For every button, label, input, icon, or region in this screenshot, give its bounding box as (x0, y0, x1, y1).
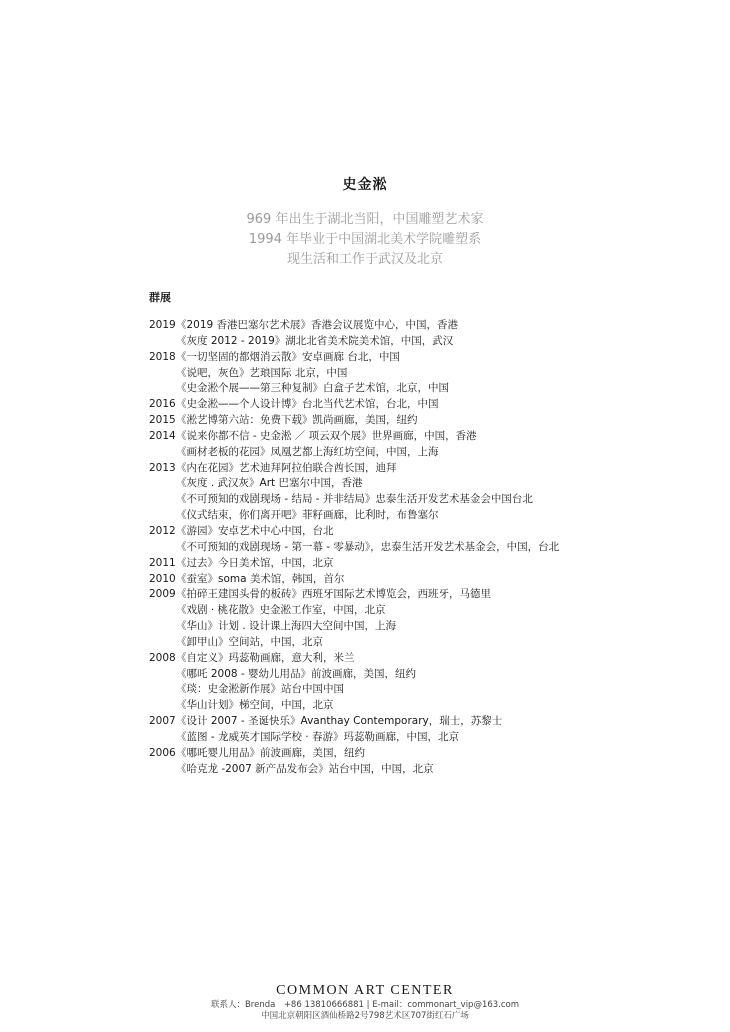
footer-contact-block (0, 1000, 730, 1022)
exhibition-year (149, 698, 176, 714)
exhibition-title: 《卸甲山》空间站，中国，北京 (176, 635, 323, 648)
exhibition-year (149, 508, 176, 524)
exhibition-title: 《游园》安卓艺术中心中国，台北 (176, 524, 334, 537)
exhibition-title: 《画材老板的花园》凤凰艺都上海红坊空间，中国，上海 (176, 445, 439, 458)
exhibition-title: 《过去》今日美术馆，中国，北京 (176, 556, 334, 569)
exhibition-row (149, 524, 709, 540)
exhibition-title: 《说吧，灰色》艺琅国际 北京，中国 (176, 366, 348, 379)
exhibition-year (149, 635, 176, 651)
exhibition-year: 2019 (149, 319, 176, 331)
exhibition-row (149, 318, 709, 334)
exhibition-title: 《灰度 2012 - 2019》湖北北省美术院美术馆，中国，武汉 (176, 334, 454, 347)
exhibition-list (149, 318, 709, 777)
exhibition-row (149, 762, 709, 778)
artist-bio (0, 210, 730, 270)
exhibition-row (149, 413, 709, 429)
exhibition-year (149, 730, 176, 746)
exhibition-title: 《仪式结束，你们离开吧》菲籽画廊，比利时，布鲁塞尔 (176, 509, 439, 522)
exhibition-title: 《设计 2007 - 圣诞快乐》Avanthay Contemporary，瑞士，苏黎士 (176, 715, 503, 728)
exhibition-row (149, 619, 709, 635)
exhibition-year: 2016 (149, 398, 176, 411)
exhibition-year: 2007 (149, 715, 176, 728)
exhibition-title: 《蓝图 - 龙威英才国际学校 · 春游》玛蕊勒画廊，中国，北京 (176, 730, 459, 743)
section-title: 群展 (149, 291, 171, 304)
exhibition-title: 《内在花园》艺术迪拜阿拉伯联合酋长国，迪拜 (176, 461, 397, 474)
exhibition-title: 《华山》计划 . 设计课上海四大空间中国，上海 (176, 620, 397, 633)
bio-line-education: 1994 年毕业于中国湖北美术学院雕塑系 (248, 232, 482, 247)
exhibition-row (149, 445, 709, 461)
exhibition-row (149, 476, 709, 492)
exhibition-year (149, 619, 176, 635)
exhibition-title: 《史金淞个展——第三种复制》白盒子艺术馆，北京，中国 (176, 382, 449, 395)
exhibition-year (149, 540, 176, 556)
exhibition-row (149, 651, 709, 667)
exhibition-title: 《拍碎王建国头骨的板砖》西班牙国际艺术博览会，西班牙，马德里 (176, 588, 491, 601)
exhibition-title: 《哈克龙 -2007 新产品发布会》站台中国，中国，北京 (176, 762, 434, 775)
exhibition-year: 2014 (149, 429, 176, 442)
exhibition-row (149, 730, 709, 746)
exhibition-row (149, 461, 709, 477)
exhibition-title: 《说来你都不信 - 史金淞 ／ 项云双个展》世界画廊，中国，香港 (176, 429, 477, 442)
exhibition-year: 2018 (149, 350, 176, 363)
footer-address: 中国北京朝阳区酒仙桥路2号798艺术区707街红石广场 (261, 1011, 469, 1021)
exhibition-row (149, 350, 709, 366)
exhibition-year: 2015 (149, 414, 176, 427)
exhibition-year: 2009 (149, 588, 176, 601)
exhibition-title: 《自定义》玛蕊勒画廊，意大利，米兰 (176, 651, 355, 664)
exhibition-title: 《灰度 . 武汉灰》Art 巴塞尔中国，香港 (176, 477, 363, 490)
exhibition-row (149, 746, 709, 762)
exhibition-year (149, 445, 176, 461)
exhibition-row (149, 508, 709, 524)
exhibition-title: 《哪吒 2008 - 婴幼儿用品》前波画廊，美国，纽约 (176, 667, 417, 680)
exhibition-title: 《2019 香港巴塞尔艺术展》香港会议展览中心，中国，香港 (176, 319, 459, 331)
exhibition-row (149, 366, 709, 382)
exhibition-year (149, 334, 176, 350)
exhibition-row (149, 603, 709, 619)
exhibition-row (149, 635, 709, 651)
exhibition-row (149, 381, 709, 397)
exhibition-row (149, 334, 709, 350)
artist-name: 史金淞 (342, 177, 388, 193)
exhibition-year: 2011 (149, 556, 176, 569)
exhibition-row (149, 397, 709, 413)
exhibition-year (149, 476, 176, 492)
exhibition-title: 《戏剧 · 桃花散》史金淞工作室，中国，北京 (176, 604, 386, 617)
exhibition-title: 《哪吒婴儿用品》前波画廊，美国，纽约 (176, 746, 365, 759)
exhibition-year (149, 667, 176, 683)
exhibition-year: 2010 (149, 572, 176, 585)
exhibition-year (149, 381, 176, 397)
exhibition-row (149, 540, 709, 556)
footer-contact-line: 联系人：Brenda +86 13810666881 | E-mail：commonart_vip@163.com (210, 1000, 520, 1010)
exhibition-title: 《华山计划》梯空间，中国，北京 (176, 699, 334, 712)
exhibition-row (149, 556, 709, 572)
exhibition-year (149, 603, 176, 619)
exhibition-year: 2012 (149, 524, 176, 537)
exhibition-row (149, 587, 709, 603)
exhibition-row (149, 492, 709, 508)
exhibition-row (149, 572, 709, 588)
exhibition-title: 《蚕室》soma 美术馆，韩国，首尔 (176, 572, 345, 585)
exhibition-title: 《史金淞——个人设计博》台北当代艺术馆，台北，中国 (176, 398, 439, 411)
exhibition-title: 《淞艺博第六站：免费下载》凯尚画廊，美国，纽约 (176, 414, 418, 427)
exhibition-row (149, 714, 709, 730)
exhibition-row (149, 429, 709, 445)
exhibition-year (149, 682, 176, 698)
exhibition-row (149, 698, 709, 714)
exhibition-row (149, 682, 709, 698)
exhibition-year (149, 366, 176, 382)
exhibition-year (149, 492, 176, 508)
exhibition-title: 《琰：史金淞新作展》站台中国中国 (176, 683, 344, 696)
exhibition-year: 2008 (149, 651, 176, 664)
bio-line-residence: 现生活和工作于武汉及北京 (286, 252, 443, 267)
exhibition-title: 《不可预知的戏剧现场 - 第一幕 - 零暴动》，忠泰生活开发艺术基金会，中国，台北 (176, 540, 560, 553)
exhibition-row (149, 667, 709, 683)
exhibition-title: 《不可预知的戏剧现场 - 结局 - 并非结局》忠泰生活开发艺术基金会中国台北 (176, 493, 533, 506)
exhibition-year (149, 762, 176, 778)
bio-line-birth: 969 年出生于湖北当阳，中国雕塑艺术家 (246, 212, 484, 227)
footer-gallery-name: COMMON ART CENTER (276, 983, 454, 998)
exhibition-title: 《一切坚固的都烟消云散》安卓画廊 台北，中国 (176, 350, 400, 363)
exhibition-year: 2013 (149, 461, 176, 474)
exhibition-year: 2006 (149, 746, 176, 759)
